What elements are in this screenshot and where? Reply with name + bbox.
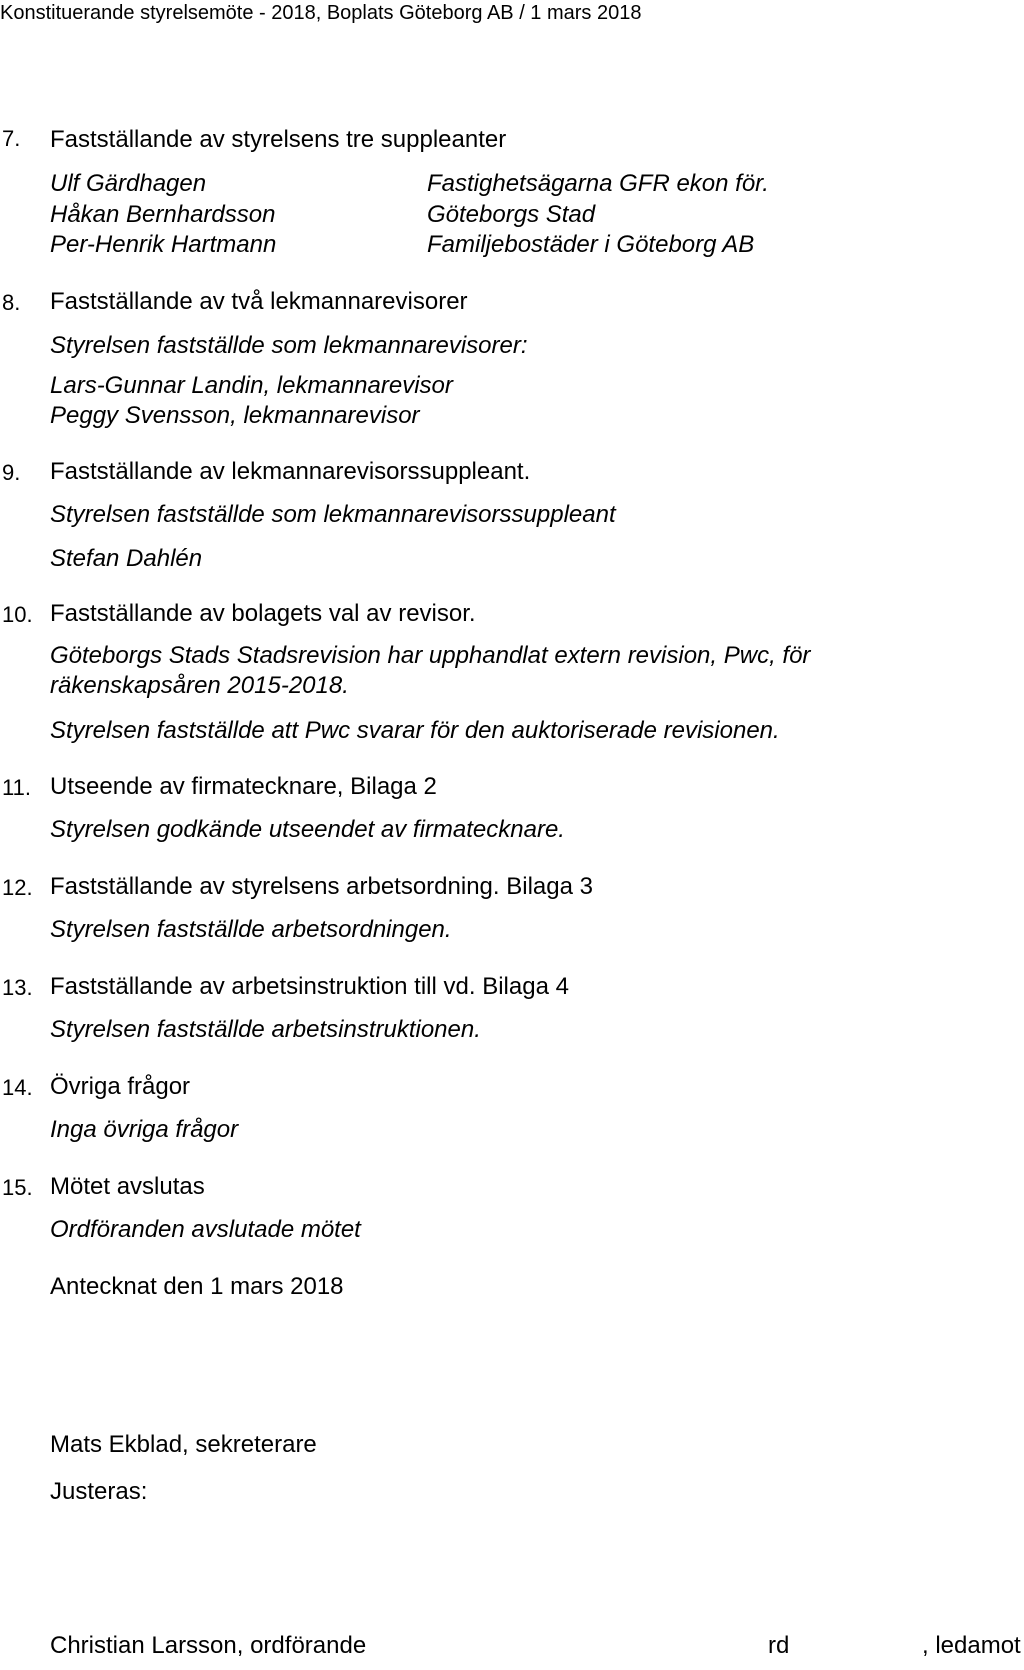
suppleant-org: Familjebostäder i Göteborg AB — [427, 231, 755, 258]
item-heading: Fastställande av bolagets val av revisor. — [50, 600, 476, 627]
item-note: Stefan Dahlén — [50, 545, 203, 572]
item-note: Styrelsen fastställde som lekmannarevisorer: — [50, 332, 528, 359]
item-number: 10. — [2, 602, 33, 627]
item-number: 11. — [2, 775, 31, 800]
item-heading: Utseende av firmatecknare, Bilaga 2 — [50, 773, 437, 800]
item-note: Styrelsen godkände utseendet av firmatecknare. — [50, 816, 565, 843]
item-note: räkenskapsåren 2015-2018. — [50, 672, 349, 699]
item-note: Göteborgs Stads Stadsrevision har upphandlat extern revision, Pwc, för — [50, 642, 811, 669]
suppleant-org: Göteborgs Stad — [427, 201, 596, 228]
item-note: Peggy Svensson, lekmannarevisor — [50, 402, 420, 429]
item-heading: Fastställande av styrelsens arbetsordning. Bilaga 3 — [50, 873, 593, 900]
verified-label: Justeras: — [50, 1478, 148, 1505]
item-note: Styrelsen fastställde att Pwc svarar för den auktoriserade revisionen. — [50, 717, 780, 744]
item-note: Ordföranden avslutade mötet — [50, 1216, 361, 1243]
item-note: Styrelsen fastställde som lekmannarevisorssuppleant — [50, 501, 616, 528]
suppleant-name: Per-Henrik Hartmann — [50, 231, 277, 258]
signature-fragment: rd — [768, 1632, 790, 1659]
item-number: 9. — [2, 460, 21, 485]
item-note: Inga övriga frågor — [50, 1116, 239, 1143]
item-number: 12. — [2, 875, 33, 900]
page-header: Konstituerande styrelsemöte - 2018, Boplats Göteborg AB / 1 mars 2018 — [0, 2, 642, 24]
item-heading: Fastställande av lekmannarevisorssuppleant. — [50, 458, 531, 485]
item-note: Styrelsen fastställde arbetsordningen. — [50, 916, 452, 943]
suppleant-name: Håkan Bernhardsson — [50, 201, 276, 228]
item-number: 15. — [2, 1175, 33, 1200]
item-note: Lars-Gunnar Landin, lekmannarevisor — [50, 372, 453, 399]
item-note: Styrelsen fastställde arbetsinstruktionen. — [50, 1016, 481, 1043]
noted-date: Antecknat den 1 mars 2018 — [50, 1273, 344, 1300]
member-signature: , ledamot — [922, 1632, 1021, 1659]
item-number: 7. — [2, 126, 21, 151]
chair-signature: Christian Larsson, ordförande — [50, 1632, 367, 1659]
secretary-signature: Mats Ekblad, sekreterare — [50, 1431, 317, 1458]
suppleant-org: Fastighetsägarna GFR ekon för. — [427, 170, 769, 197]
item-number: 8. — [2, 290, 21, 315]
item-heading: Mötet avslutas — [50, 1173, 205, 1200]
item-number: 14. — [2, 1075, 33, 1100]
item-heading: Fastställande av styrelsens tre suppleanter — [50, 126, 507, 153]
item-heading: Fastställande av två lekmannarevisorer — [50, 288, 468, 315]
item-number: 13. — [2, 975, 33, 1000]
suppleant-name: Ulf Gärdhagen — [50, 170, 207, 197]
item-heading: Övriga frågor — [50, 1073, 191, 1100]
item-heading: Fastställande av arbetsinstruktion till vd. Bilaga 4 — [50, 973, 569, 1000]
